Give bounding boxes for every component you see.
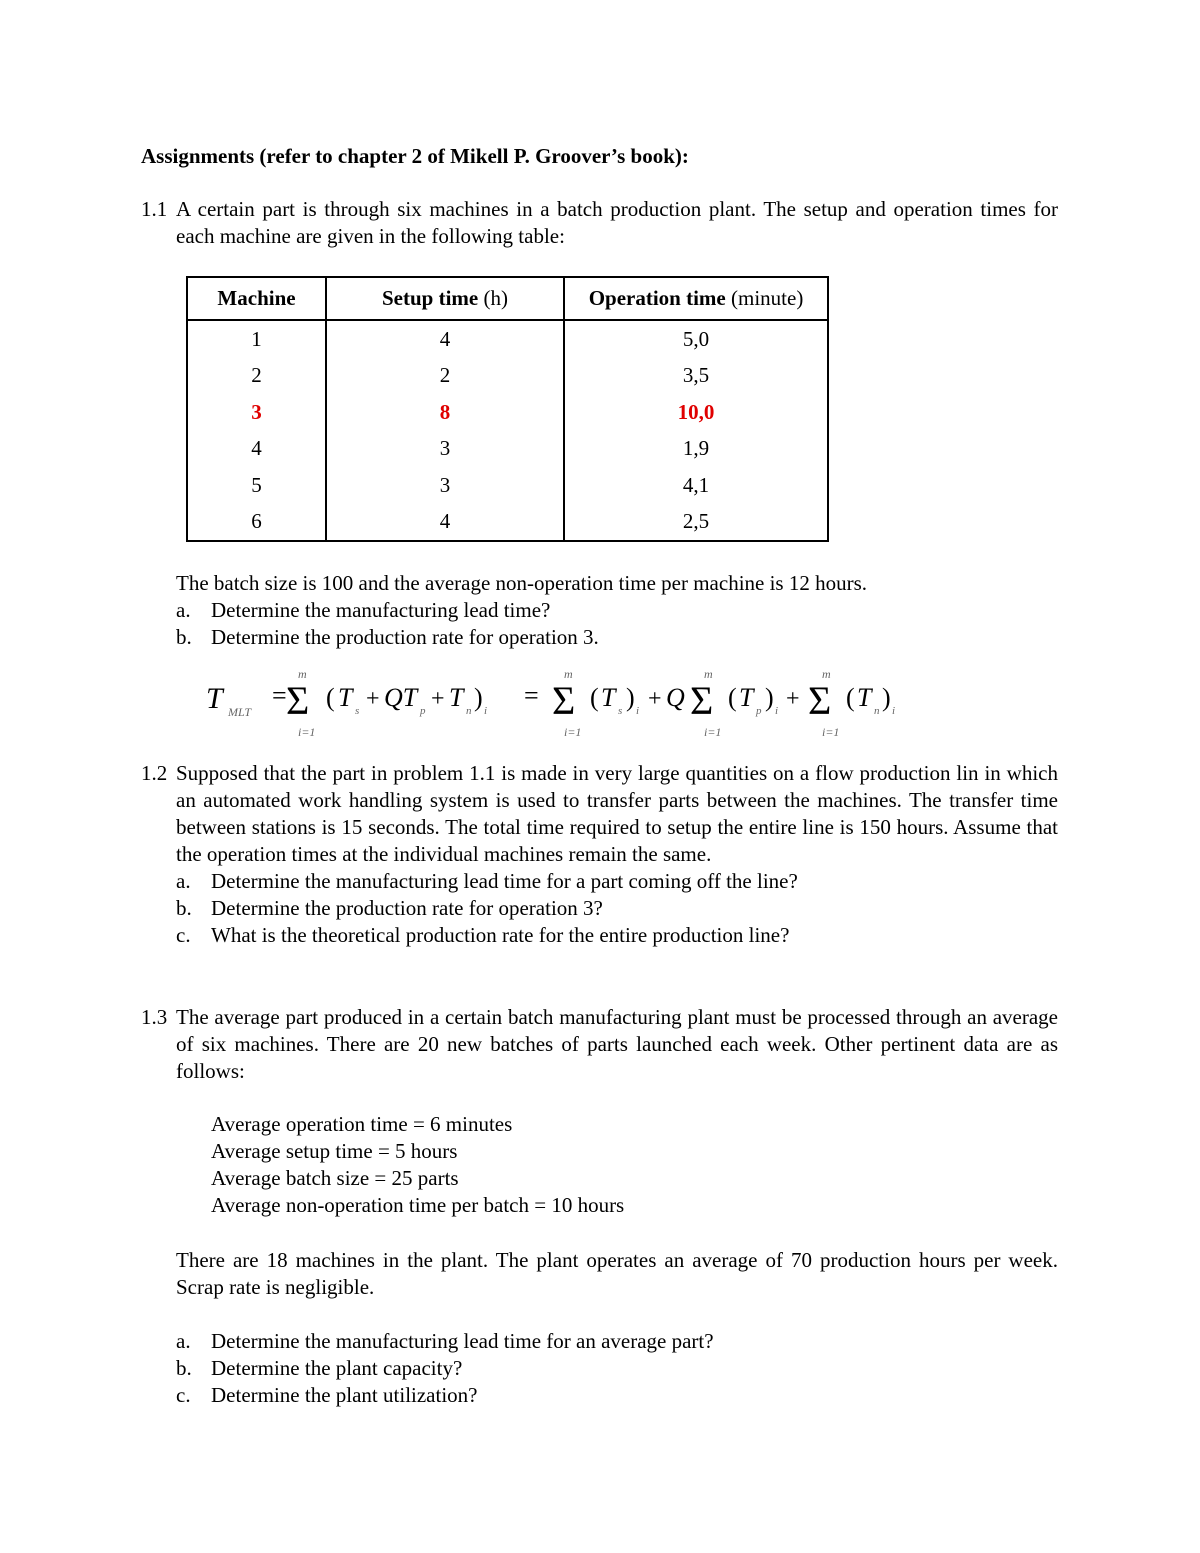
- list-item: b. Determine the production rate for operation 3?: [176, 896, 603, 920]
- svg-text:m: m: [564, 667, 573, 681]
- cell-setup: 4: [326, 504, 564, 542]
- svg-text:+: +: [431, 686, 445, 712]
- problem-text: Supposed that the part in problem 1.1 is made in very large quantities on a flow production lin in which an automated work handling system is used to transfer parts between the machines. The transfer time between stations is 15 seconds. The total time required to setup the entire line is 150 hours. Assume that the operation times at the individual machines remain the same.: [176, 761, 1058, 866]
- problem-1-3: [141, 1004, 1058, 1085]
- problem-number: 1.2: [141, 761, 168, 785]
- problem-1-3-questions: [141, 1328, 1058, 1409]
- table-header-row: [187, 277, 828, 320]
- svg-text:): ): [626, 683, 635, 712]
- machine-times-table: [186, 276, 829, 542]
- formula-lhs-sub: MLT: [228, 705, 252, 719]
- cell-operation: 10,0: [564, 394, 828, 431]
- list-item: c. Determine the plant utilization?: [176, 1383, 478, 1407]
- svg-text:p: p: [420, 705, 426, 717]
- problem-number: 1.1: [141, 197, 168, 221]
- data-line: Average setup time = 5 hours: [211, 1139, 458, 1163]
- svg-text:T: T: [338, 683, 353, 712]
- problem-1-3-continued: [141, 1247, 1058, 1301]
- cell-operation: 2,5: [564, 504, 828, 542]
- svg-text:Q: Q: [666, 683, 685, 712]
- svg-text:): ): [474, 683, 483, 712]
- svg-text:): ): [882, 683, 891, 712]
- svg-text:s: s: [618, 705, 623, 717]
- header-machine: Machine: [187, 277, 326, 320]
- question-list: [176, 868, 1058, 949]
- problem-1-3-data: [141, 1111, 1058, 1219]
- header-operation-time: Operation time (minute): [564, 277, 828, 320]
- svg-text:): ): [765, 683, 774, 712]
- batch-info-text: The batch size is 100 and the average non-operation time per machine is 12 hours.: [176, 571, 868, 595]
- svg-text:T: T: [739, 683, 754, 712]
- data-line: Average batch size = 25 parts: [211, 1166, 459, 1190]
- plant-info-text: There are 18 machines in the plant. The plant operates an average of 70 production hours per week. Scrap rate is negligible.: [176, 1248, 1058, 1299]
- problem-text: A certain part is through six machines in a batch production plant. The setup and operation times for each machine are given in the following table:: [176, 197, 1058, 248]
- list-item: a. Determine the manufacturing lead time?: [176, 598, 551, 622]
- cell-machine: 6: [187, 504, 326, 542]
- list-item: a. Determine the manufacturing lead time for a part coming off the line?: [176, 869, 798, 893]
- cell-setup: 8: [326, 394, 564, 431]
- svg-text:(: (: [728, 683, 737, 712]
- cell-machine: 2: [187, 358, 326, 395]
- cell-operation: 5,0: [564, 320, 828, 358]
- list-item: a. Determine the manufacturing lead time for an average part?: [176, 1329, 714, 1353]
- svg-text:+: +: [366, 686, 380, 712]
- question-list: [176, 597, 1058, 651]
- list-item: b. Determine the plant capacity?: [176, 1356, 463, 1380]
- table-row: [187, 504, 828, 542]
- svg-text:i: i: [892, 705, 896, 717]
- list-item: c. What is the theoretical production rate for the entire production line?: [176, 923, 790, 947]
- svg-text:i: i: [484, 705, 488, 717]
- problem-1-1-continued: [141, 570, 1058, 651]
- svg-text:n: n: [466, 705, 472, 717]
- cell-operation: 1,9: [564, 431, 828, 468]
- svg-text:m: m: [704, 667, 713, 681]
- cell-operation: 4,1: [564, 467, 828, 504]
- svg-text:i=1: i=1: [822, 725, 840, 739]
- svg-text:i: i: [775, 705, 779, 717]
- svg-text:i: i: [636, 705, 640, 717]
- cell-machine: 3: [187, 394, 326, 431]
- problem-number: 1.3: [141, 1005, 168, 1029]
- mlt-formula: [206, 664, 906, 744]
- cell-machine: 5: [187, 467, 326, 504]
- svg-text:T: T: [601, 683, 616, 712]
- cell-machine: 4: [187, 431, 326, 468]
- svg-text:(: (: [590, 683, 599, 712]
- svg-text:T: T: [857, 683, 872, 712]
- formula-lhs: T: [206, 682, 223, 715]
- cell-setup: 4: [326, 320, 564, 358]
- cell-setup: 2: [326, 358, 564, 395]
- data-line: Average non-operation time per batch = 10 hours: [211, 1193, 625, 1217]
- problem-text: The average part produced in a certain batch manufacturing plant must be processed through an average of six machines. There are 20 new batches of parts launched each week. Other pertinent data are as follows:: [176, 1005, 1058, 1083]
- svg-text:Σ: Σ: [690, 678, 714, 723]
- table-row: [187, 358, 828, 395]
- sum-symbol: Σ: [286, 678, 310, 723]
- table-row: [187, 431, 828, 468]
- svg-text:QT: QT: [384, 683, 418, 712]
- sum-lower: i=1: [298, 725, 316, 739]
- formula-equals-2: =: [524, 681, 539, 710]
- problem-1-1: [141, 196, 1058, 250]
- svg-text:(: (: [846, 683, 855, 712]
- table-row: [187, 320, 828, 358]
- svg-text:Σ: Σ: [808, 678, 832, 723]
- data-list: [211, 1111, 1058, 1219]
- svg-text:Σ: Σ: [552, 678, 576, 723]
- table-row: [187, 467, 828, 504]
- header-setup-time: Setup time (h): [326, 277, 564, 320]
- cell-operation: 3,5: [564, 358, 828, 395]
- svg-text:s: s: [355, 705, 360, 717]
- problem-1-2: [141, 760, 1058, 949]
- svg-text:+: +: [648, 686, 662, 712]
- svg-text:(: (: [326, 683, 335, 712]
- list-item: b. Determine the production rate for operation 3.: [176, 625, 599, 649]
- table-row-highlighted: [187, 394, 828, 431]
- cell-setup: 3: [326, 467, 564, 504]
- svg-text:p: p: [756, 705, 762, 717]
- svg-text:m: m: [822, 667, 831, 681]
- formula-equals: =: [272, 681, 287, 710]
- cell-machine: 1: [187, 320, 326, 358]
- svg-text:i=1: i=1: [704, 725, 722, 739]
- svg-text:T: T: [449, 683, 464, 712]
- svg-text:+: +: [786, 686, 800, 712]
- svg-text:n: n: [874, 705, 880, 717]
- sum-upper: m: [298, 667, 307, 681]
- question-list: [176, 1328, 1058, 1409]
- svg-text:i=1: i=1: [564, 725, 582, 739]
- cell-setup: 3: [326, 431, 564, 468]
- assignment-heading: Assignments (refer to chapter 2 of Mikell P. Groover’s book):: [141, 144, 689, 168]
- data-line: Average operation time = 6 minutes: [211, 1112, 513, 1136]
